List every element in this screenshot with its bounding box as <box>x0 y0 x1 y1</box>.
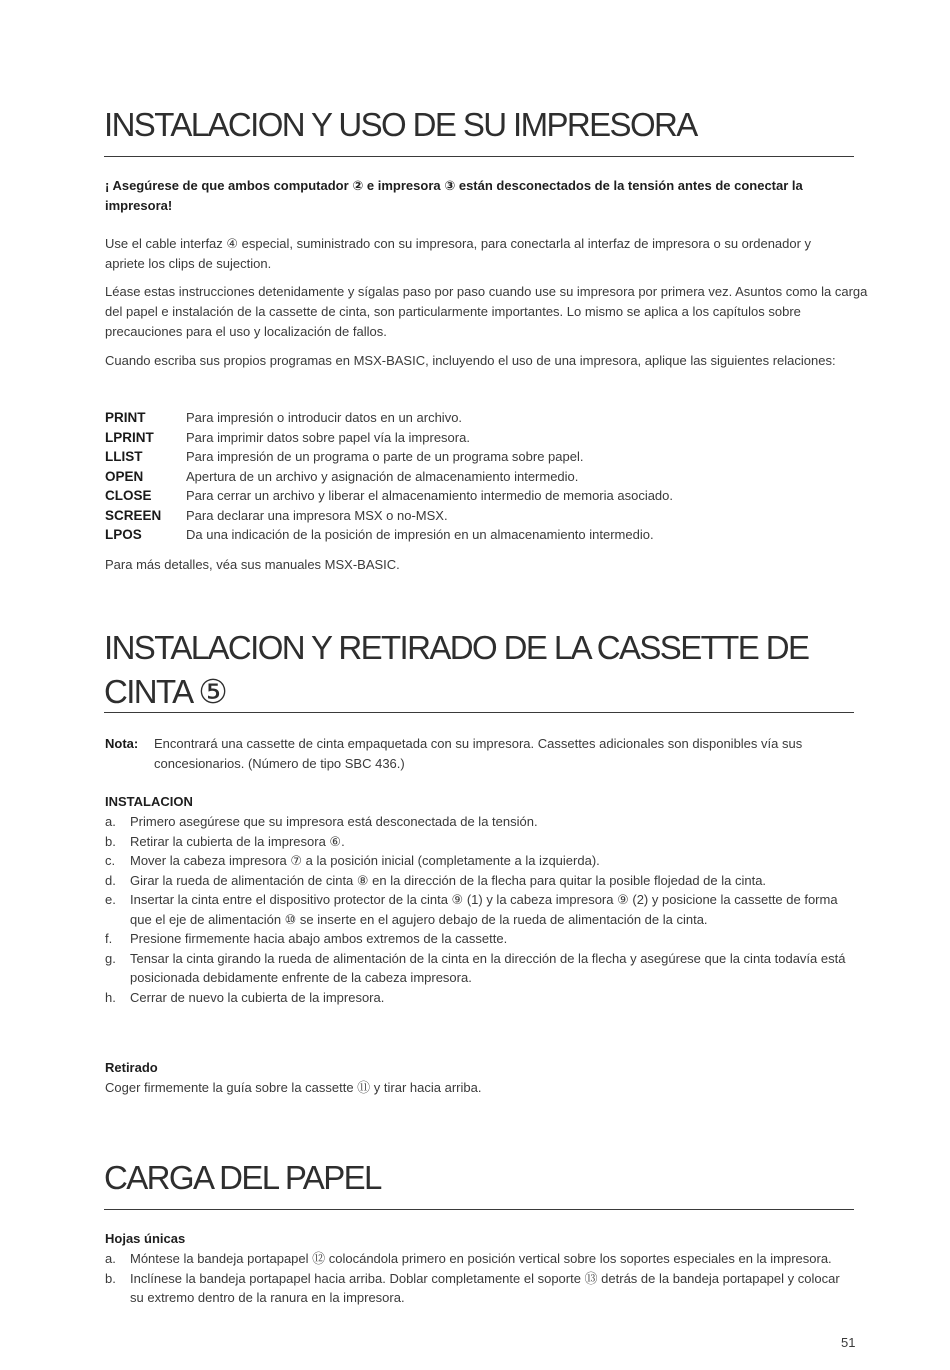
command-description: Para impresión de un programa o parte de un programa sobre papel. <box>186 449 584 464</box>
step-letter: b. <box>105 1270 116 1286</box>
command-keyword: LLIST <box>105 449 143 464</box>
step-letter: b. <box>105 833 116 849</box>
command-row <box>105 506 865 526</box>
section-divider <box>104 156 854 157</box>
paragraph-cable: Use el cable interfaz ④ especial, suministrado con su impresora, para conectarla al interfaz de impresora o su ordenador y apriete los clips de sujection. <box>105 236 812 271</box>
removal-heading: Retirado <box>105 1060 158 1075</box>
command-row <box>105 428 865 448</box>
list-item <box>105 949 865 988</box>
command-keyword: PRINT <box>105 410 146 425</box>
step-text: Cerrar de nuevo la cubierta de la impresora. <box>130 989 385 1005</box>
command-row <box>105 447 865 467</box>
section-title-cassette <box>104 626 824 714</box>
command-description: Apertura de un archivo y asignación de almacenamiento intermedio. <box>186 468 579 484</box>
paragraph-msx-basic: Cuando escriba sus propios programas en MSX-BASIC, incluyendo el uso de una impresora, aplique las siguientes relaciones: <box>105 353 836 368</box>
section-divider <box>104 1209 854 1210</box>
list-item <box>105 890 865 929</box>
list-item <box>105 1269 865 1308</box>
install-steps <box>105 812 865 1007</box>
step-letter: a. <box>105 1251 116 1266</box>
step-text: Presione firmemente hacia abajo ambos extremos de la cassette. <box>130 931 508 946</box>
step-text: Girar la rueda de alimentación de cinta ⑧ en la dirección de la flecha para quitar la posible flojedad de la cinta. <box>130 872 767 888</box>
command-row <box>105 408 865 428</box>
note-block <box>105 734 865 774</box>
command-keyword: LPRINT <box>105 429 154 445</box>
command-row <box>105 525 865 545</box>
section-title-paper-loading: CARGA DEL PAPEL <box>104 1159 381 1196</box>
removal-text: Coger firmemente la guía sobre la cassette ⑪ y tirar hacia arriba. <box>105 1080 482 1095</box>
list-item <box>105 851 865 871</box>
command-description: Para declarar una impresora MSX o no-MSX. <box>186 507 448 523</box>
step-letter: c. <box>105 853 116 868</box>
step-text: Mover la cabeza impresora ⑦ a la posición inicial (completamente a la izquierda). <box>130 853 600 868</box>
list-item <box>105 1249 865 1269</box>
step-text: Inclínese la bandeja portapapel hacia arriba. Doblar completamente el soporte ⑬ detrás de la bandeja portapapel y colocar su extremo dentro de la ranura en la impresora. <box>130 1270 840 1305</box>
paragraph-more-details: Para más detalles, véa sus manuales MSX-BASIC. <box>105 557 400 572</box>
step-text: Retirar la cubierta de la impresora ⑥. <box>130 833 345 849</box>
command-keyword: SCREEN <box>105 507 162 523</box>
list-item <box>105 812 865 832</box>
command-description: Para imprimir datos sobre papel vía la impresora. <box>186 429 470 445</box>
step-text: Móntese la bandeja portapapel ⑫ colocándola primero en posición vertical sobre los soportes especiales en la impresora. <box>130 1251 832 1266</box>
command-keyword: CLOSE <box>105 488 152 503</box>
command-description: Para impresión o introducir datos en un archivo. <box>186 410 463 425</box>
command-row <box>105 486 865 506</box>
command-description: Da una indicación de la posición de impresión en un almacenamiento intermedio. <box>186 527 654 542</box>
step-text: Tensar la cinta girando la rueda de alimentación de la cinta en la dirección de la flecha y asegúrese que la cinta todavía está posicionada debidamente enfrente de la cabeza impresora. <box>130 950 846 985</box>
step-letter: a. <box>105 814 116 829</box>
warning-text: ¡ Asegúrese de que ambos computador ② e impresora ③ están desconectados de la tensión antes de conectar la impresora! <box>105 178 803 213</box>
step-letter: d. <box>105 872 116 888</box>
page-number: 51 <box>841 1335 856 1350</box>
note-text: Encontrará una cassette de cinta empaquetada con su impresora. Cassettes adicionales son disponibles vía sus concesionarios. (Número de tipo SBC 436.) <box>154 736 803 771</box>
step-letter: f. <box>105 931 113 946</box>
command-list <box>105 408 865 545</box>
install-heading: INSTALACION <box>105 794 193 809</box>
command-keyword: OPEN <box>105 468 144 484</box>
step-text: Insertar la cinta entre el dispositivo protector de la cinta ⑨ (1) y la cabeza impresora ⑨ (2) y posicione la cassette de forma que el eje de alimentación ⑩ se inserte en el agujero debajo de la rueda de alimentación de la cinta. <box>130 892 838 927</box>
list-item <box>105 871 865 891</box>
list-item <box>105 929 865 949</box>
section-title-line1: INSTALACION Y RETIRADO DE LA CASSETTE DE <box>104 629 809 666</box>
command-row <box>105 467 865 487</box>
command-keyword: LPOS <box>105 527 142 542</box>
step-text: Primero asegúrese que su impresora está desconectada de la tensión. <box>130 814 538 829</box>
note-label: Nota: <box>105 736 139 751</box>
section-divider <box>104 712 854 713</box>
command-description: Para cerrar un archivo y liberar el almacenamiento intermedio de memoria asociado. <box>186 488 674 503</box>
list-item <box>105 988 865 1008</box>
step-letter: h. <box>105 989 116 1005</box>
paper-steps <box>105 1249 865 1308</box>
section-title-installation-use: INSTALACION Y USO DE SU IMPRESORA <box>104 106 697 143</box>
section-title-line2: CINTA ⑤ <box>104 673 227 710</box>
paragraph-instructions: Léase estas instrucciones detenidamente y sígalas paso por paso cuando use su impresora por primera vez. Asuntos como la carga del papel e instalación de la cassette de cinta, son particularmente importantes. Lo mismo se aplica a los capítulos sobre precauciones para el uso y localización de fallos. <box>105 284 868 339</box>
list-item <box>105 832 865 852</box>
sheets-heading: Hojas únicas <box>105 1231 186 1246</box>
step-letter: e. <box>105 892 116 907</box>
step-letter: g. <box>105 950 116 966</box>
